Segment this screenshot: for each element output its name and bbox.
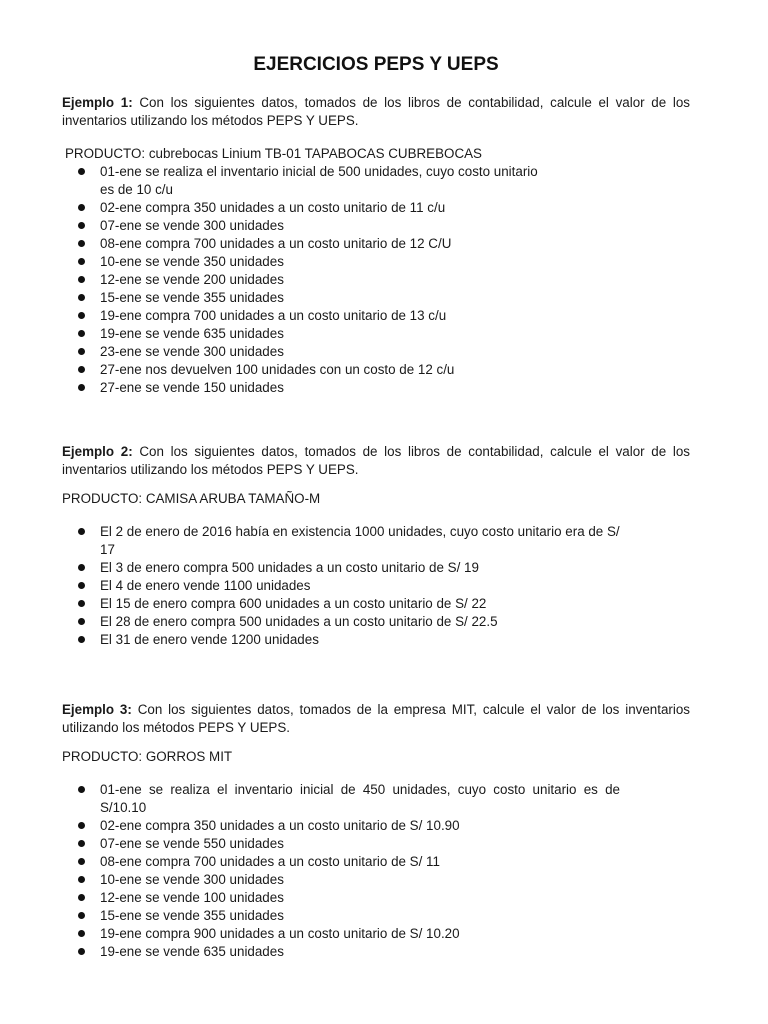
list-item: El 4 de enero vende 1100 unidades — [62, 577, 690, 595]
list-item: El 15 de enero compra 600 unidades a un costo unitario de S/ 22 — [62, 595, 690, 613]
example-2-intro — [62, 443, 690, 479]
example-3 — [62, 701, 690, 961]
list-item: 12-ene se vende 200 unidades — [62, 271, 690, 289]
example-3-product: PRODUCTO: GORROS MIT — [62, 749, 233, 764]
bullet-icon — [78, 222, 85, 229]
list-item: 23-ene se vende 300 unidades — [62, 343, 690, 361]
list-item: 10-ene se vende 350 unidades — [62, 253, 690, 271]
list-item: 07-ene se vende 550 unidades — [62, 835, 690, 853]
bullet-icon — [78, 636, 85, 643]
bullet-icon — [78, 366, 85, 373]
bullet-icon — [78, 858, 85, 865]
bullet-icon — [78, 294, 85, 301]
list-item: 02-ene compra 350 unidades a un costo unitario de S/ 10.90 — [62, 817, 690, 835]
list-item: 01-ene se realiza el inventario inicial de 450 unidades, cuyo costo unitario es de S/10.10 — [62, 781, 690, 817]
bullet-icon — [78, 204, 85, 211]
bullet-icon — [78, 600, 85, 607]
example-2-text: Con los siguientes datos, tomados de los libros de contabilidad, calcule el valor de los inventarios utilizando los métodos PEPS Y UEPS. — [62, 444, 690, 477]
list-item: El 2 de enero de 2016 había en existencia 1000 unidades, cuyo costo unitario era de S/ 17 — [62, 523, 690, 559]
bullet-icon — [78, 618, 85, 625]
example-1-text: Con los siguientes datos, tomados de los libros de contabilidad, calcule el valor de los inventarios utilizando los métodos PEPS Y UEPS. — [62, 95, 690, 128]
bullet-icon — [78, 564, 85, 571]
bullet-icon — [78, 822, 85, 829]
bullet-icon — [78, 876, 85, 883]
list-item: El 3 de enero compra 500 unidades a un costo unitario de S/ 19 — [62, 559, 690, 577]
example-1-list — [62, 163, 690, 397]
bullet-icon — [78, 258, 85, 265]
example-1 — [62, 94, 690, 397]
list-item: 01-ene se realiza el inventario inicial de 500 unidades, cuyo costo unitario es de 10 c/u — [62, 163, 690, 199]
list-item: 19-ene compra 700 unidades a un costo unitario de 13 c/u — [62, 307, 690, 325]
example-3-list — [62, 781, 690, 961]
example-2 — [62, 443, 690, 649]
bullet-icon — [78, 930, 85, 937]
list-item: 10-ene se vende 300 unidades — [62, 871, 690, 889]
bullet-icon — [78, 912, 85, 919]
example-1-product: PRODUCTO: cubrebocas Linium TB-01 TAPABOCAS CUBREBOCAS — [65, 146, 482, 161]
bullet-icon — [78, 948, 85, 955]
bullet-icon — [78, 348, 85, 355]
example-3-text: Con los siguientes datos, tomados de la empresa MIT, calcule el valor de los inventarios utilizando los métodos PEPS Y UEPS. — [62, 702, 690, 735]
list-item: 08-ene compra 700 unidades a un costo unitario de 12 C/U — [62, 235, 690, 253]
list-item: El 28 de enero compra 500 unidades a un costo unitario de S/ 22.5 — [62, 613, 690, 631]
list-item: 15-ene se vende 355 unidades — [62, 289, 690, 307]
bullet-icon — [78, 384, 85, 391]
example-1-label: Ejemplo 1: — [62, 95, 133, 110]
list-item: El 31 de enero vende 1200 unidades — [62, 631, 690, 649]
example-2-list — [62, 523, 690, 649]
bullet-icon — [78, 168, 85, 175]
list-item: 19-ene compra 900 unidades a un costo unitario de S/ 10.20 — [62, 925, 690, 943]
bullet-icon — [78, 528, 85, 535]
bullet-icon — [78, 840, 85, 847]
bullet-icon — [78, 240, 85, 247]
example-3-intro — [62, 701, 690, 737]
bullet-icon — [78, 582, 85, 589]
document-title: EJERCICIOS PEPS Y UEPS — [253, 54, 499, 75]
example-1-intro — [62, 94, 690, 130]
bullet-icon — [78, 894, 85, 901]
example-2-label: Ejemplo 2: — [62, 444, 133, 459]
list-item: 07-ene se vende 300 unidades — [62, 217, 690, 235]
list-item: 12-ene se vende 100 unidades — [62, 889, 690, 907]
document-page — [62, 52, 690, 961]
list-item: 27-ene se vende 150 unidades — [62, 379, 690, 397]
list-item: 19-ene se vende 635 unidades — [62, 325, 690, 343]
list-item: 02-ene compra 350 unidades a un costo unitario de 11 c/u — [62, 199, 690, 217]
example-3-label: Ejemplo 3: — [62, 702, 132, 717]
list-item: 08-ene compra 700 unidades a un costo unitario de S/ 11 — [62, 853, 690, 871]
example-2-product: PRODUCTO: CAMISA ARUBA TAMAÑO-M — [62, 491, 321, 506]
bullet-icon — [78, 330, 85, 337]
bullet-icon — [78, 276, 85, 283]
list-item: 19-ene se vende 635 unidades — [62, 943, 690, 961]
list-item: 15-ene se vende 355 unidades — [62, 907, 690, 925]
bullet-icon — [78, 786, 85, 793]
list-item: 27-ene nos devuelven 100 unidades con un costo de 12 c/u — [62, 361, 690, 379]
bullet-icon — [78, 312, 85, 319]
